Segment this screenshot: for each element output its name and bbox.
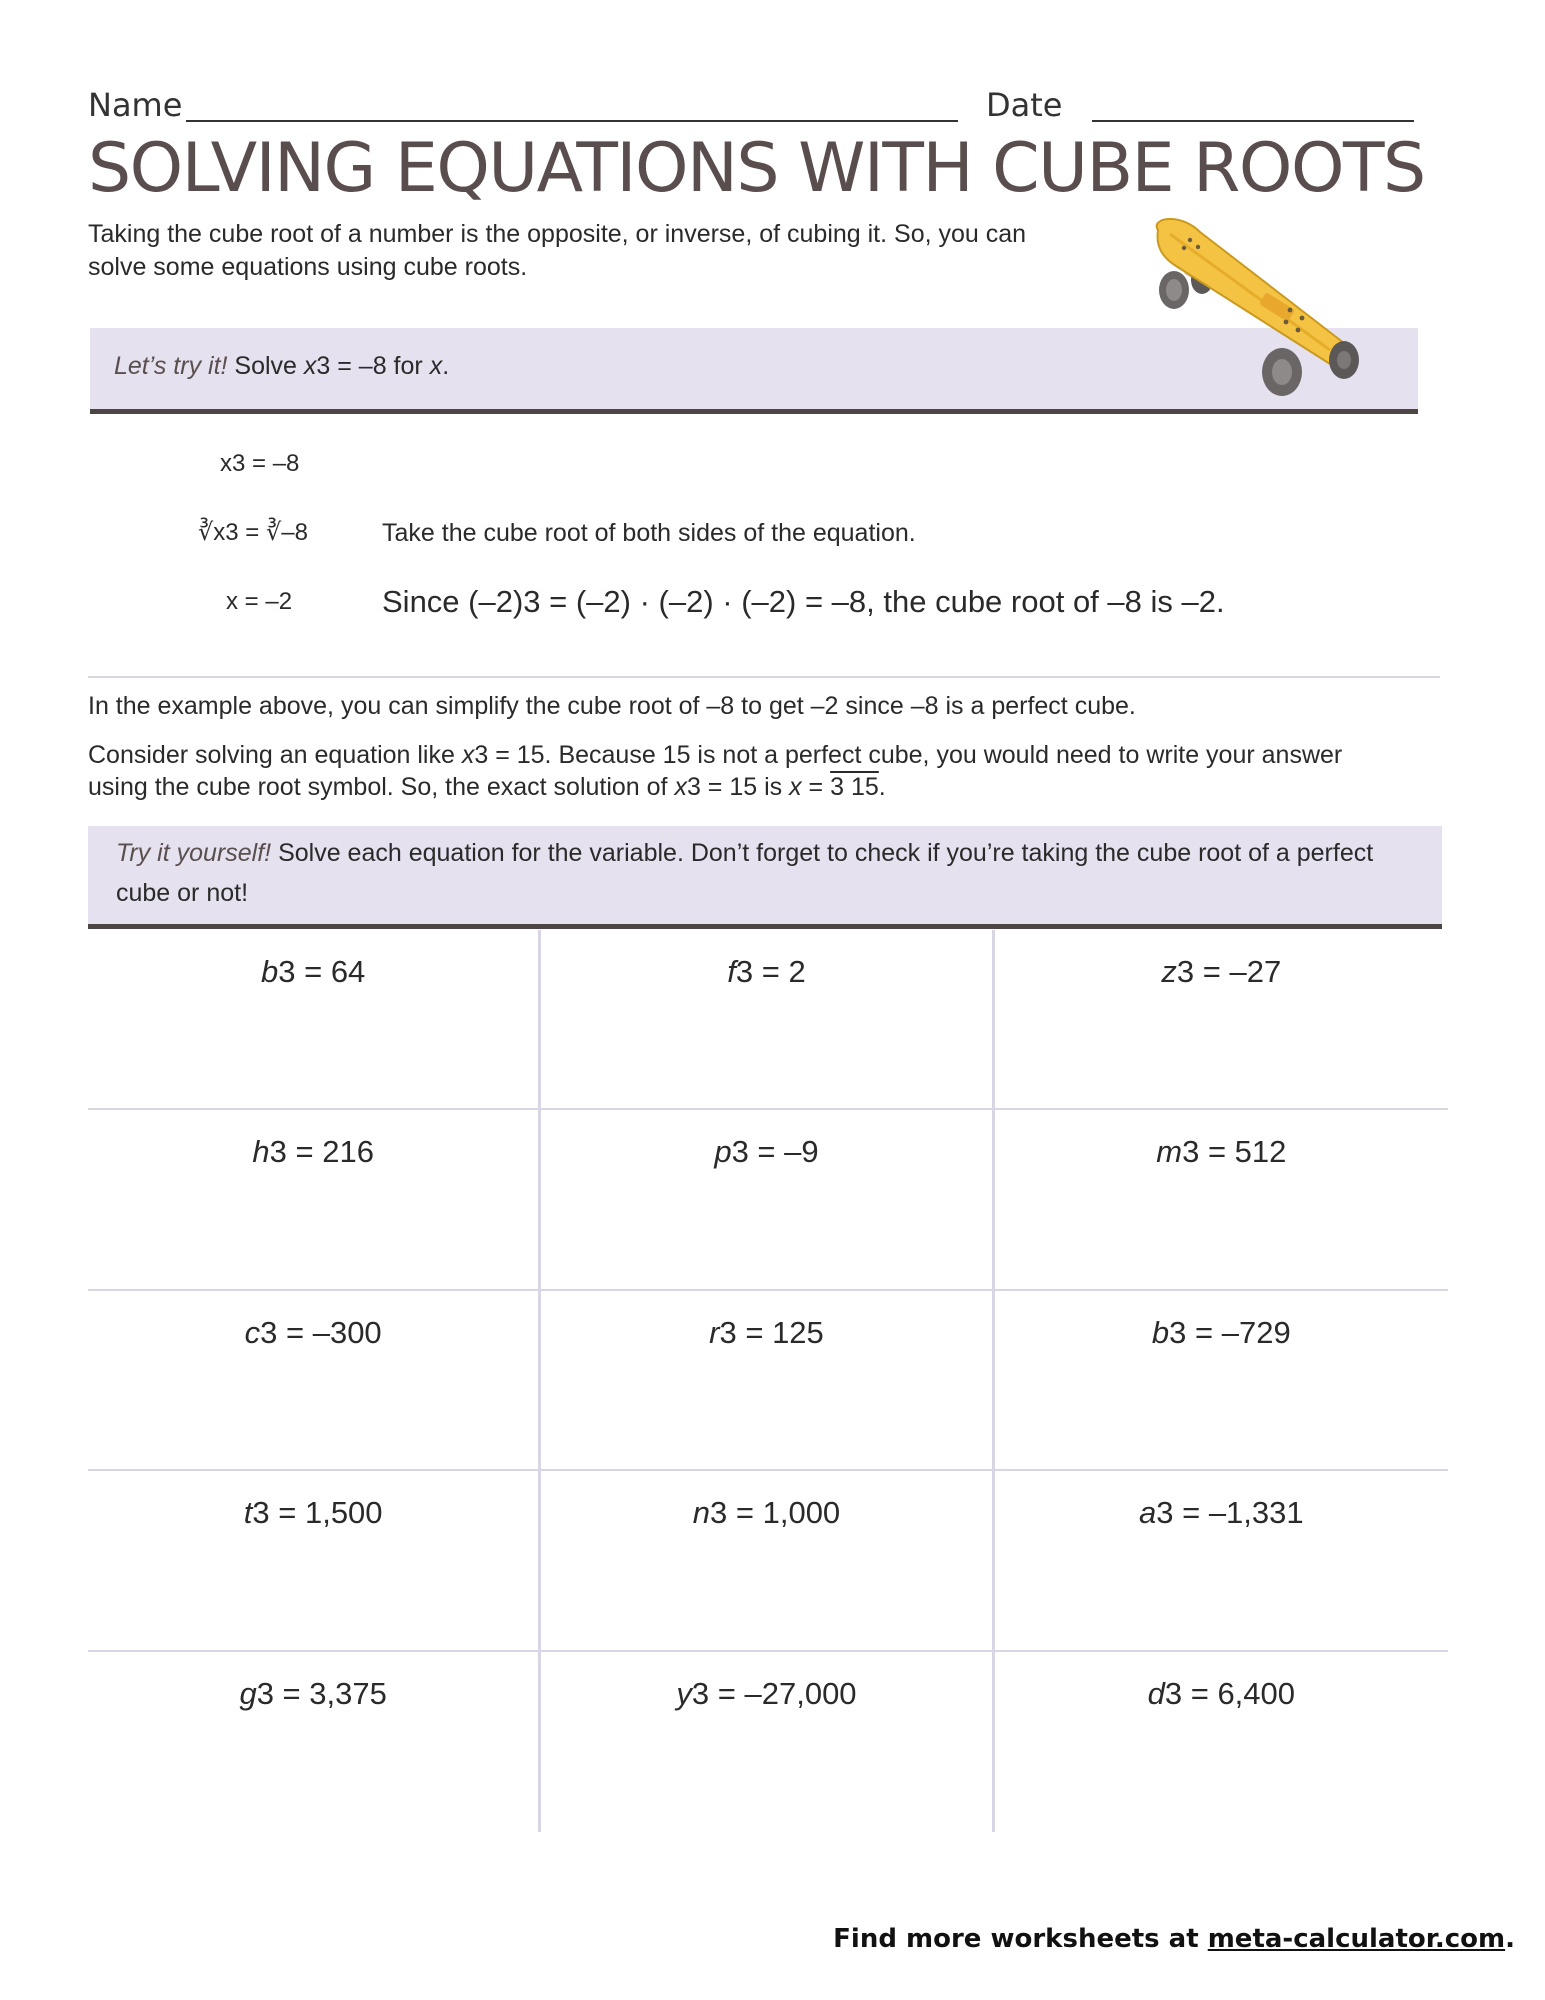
problem-equation: 3 = –1,331 <box>1156 1495 1304 1531</box>
example-prompt: Let’s try it! Solve x3 = –8 for x. <box>114 352 450 380</box>
problem-cell[interactable] <box>88 1291 541 1471</box>
example-rule <box>90 409 1418 414</box>
problem-equation: 3 = 1,000 <box>710 1495 841 1531</box>
problem-variable: g <box>239 1675 257 1711</box>
explain-paragraph-1: In the example above, you can simplify the cube root of –8 to get –2 since –8 is a perfect cube. <box>88 692 1136 720</box>
problem-equation: 3 = 125 <box>719 1314 824 1350</box>
problem-equation: 3 = 6,400 <box>1164 1675 1296 1711</box>
problem-equation: 3 = –9 <box>731 1134 819 1170</box>
name-label: Name <box>88 86 183 124</box>
problem-cell[interactable] <box>995 1291 1448 1471</box>
step-1-equation: x3 = –8 <box>220 450 300 477</box>
problem-variable: t <box>243 1495 253 1531</box>
problem-variable: c <box>244 1314 261 1350</box>
problem-equation: 3 = 512 <box>1182 1134 1287 1170</box>
cube-root-expression: 3 15 <box>830 773 879 801</box>
page-title: SOLVING EQUATIONS WITH CUBE ROOTS <box>88 129 1425 208</box>
problem-cell[interactable] <box>541 1291 994 1471</box>
footer-link[interactable]: meta-calculator.com <box>1207 1924 1506 1954</box>
problem-variable: b <box>1151 1314 1170 1350</box>
problem-equation: 3 = –300 <box>260 1314 382 1350</box>
step-2-note: Take the cube root of both sides of the equation. <box>382 519 916 547</box>
problem-variable: y <box>676 1675 692 1711</box>
problem-cell[interactable] <box>995 1652 1448 1832</box>
practice-instructions: Try it yourself! Solve each equation for the variable. Don’t forget to check if you’re taking the cube root of a perfect cube or not! <box>116 839 1374 907</box>
problem-variable: r <box>709 1314 720 1350</box>
step-3-note: Since (–2)3 = (–2) · (–2) · (–2) = –8, the cube root of –8 is –2. <box>382 584 1225 619</box>
problem-variable: m <box>1156 1134 1183 1170</box>
problem-variable: a <box>1139 1495 1157 1531</box>
problem-variable: d <box>1147 1675 1165 1711</box>
problem-equation: 3 = 216 <box>269 1134 374 1170</box>
problem-equation: 3 = –27,000 <box>691 1675 857 1711</box>
footer: Find more worksheets at meta-calculator.com. <box>833 1924 1515 1954</box>
problem-variable: h <box>252 1134 270 1170</box>
explain-paragraph-2: Consider solving an equation like x3 = 15. Because 15 is not a perfect cube, you would need to write your answer using the cube root symbol. So, the exact solution of x3 = 15 is x = 3 15. <box>88 741 1343 801</box>
problem-cell[interactable] <box>541 1652 994 1832</box>
problem-grid <box>88 930 1448 1832</box>
divider <box>88 676 1440 678</box>
date-field[interactable] <box>1092 120 1414 122</box>
problem-equation: 3 = 3,375 <box>256 1675 387 1711</box>
problem-cell[interactable] <box>88 1652 541 1832</box>
problem-variable: z <box>1161 954 1177 989</box>
problem-variable: b <box>261 954 279 989</box>
problem-equation: 3 = –27 <box>1176 954 1282 989</box>
problem-cell[interactable] <box>541 1110 994 1290</box>
skateboard-icon <box>1140 214 1380 404</box>
practice-lead: Try it yourself! <box>116 839 272 867</box>
problem-cell[interactable] <box>995 1110 1448 1290</box>
practice-rule <box>88 924 1442 929</box>
problem-cell[interactable] <box>541 930 994 1110</box>
problem-cell[interactable] <box>995 1471 1448 1651</box>
problem-cell[interactable] <box>88 930 541 1110</box>
problem-cell[interactable] <box>541 1471 994 1651</box>
problem-equation: 3 = 64 <box>278 954 366 989</box>
problem-variable: f <box>727 954 736 989</box>
step-3-equation: x = –2 <box>226 588 293 615</box>
problem-cell[interactable] <box>88 1471 541 1651</box>
step-2-equation: ∛x3 = ∛–8 <box>198 519 308 546</box>
problem-cell[interactable] <box>88 1110 541 1290</box>
name-field[interactable] <box>186 120 958 122</box>
problem-equation: 3 = –729 <box>1169 1314 1291 1350</box>
problem-equation: 3 = 1,500 <box>252 1495 383 1531</box>
problem-variable: p <box>714 1134 732 1170</box>
date-label: Date <box>986 86 1063 124</box>
problem-variable: n <box>692 1495 711 1531</box>
problem-equation: 3 = 2 <box>735 954 806 989</box>
problem-cell[interactable] <box>995 930 1448 1110</box>
intro-text: Taking the cube root of a number is the opposite, or inverse, of cubing it. So, you can solve some equations using cube roots. <box>88 220 1027 281</box>
example-lead: Let’s try it! <box>114 352 228 380</box>
